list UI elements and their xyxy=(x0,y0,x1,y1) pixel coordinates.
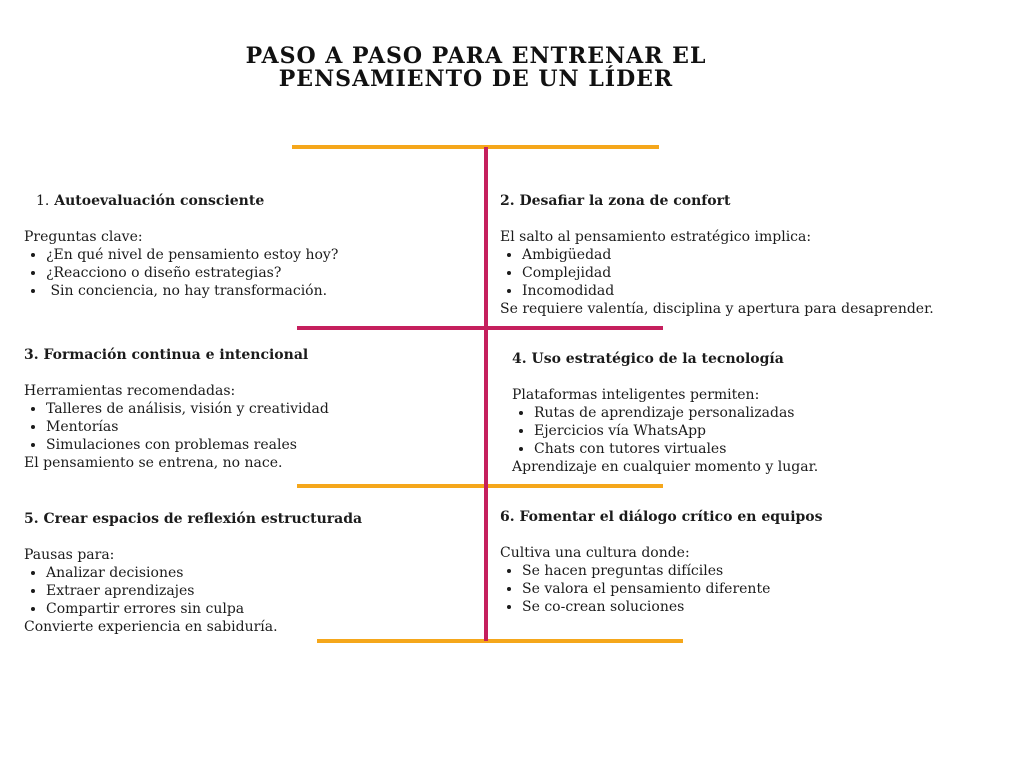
section-2 xyxy=(500,192,1000,318)
list-item: • ¿Reacciono o diseño estrategias? xyxy=(46,264,464,282)
list-item: • Se co-crean soluciones xyxy=(522,598,1000,616)
section-1-intro: Preguntas clave: xyxy=(24,229,143,245)
list-item: • Rutas de aprendizaje personalizadas xyxy=(534,404,1002,422)
section-4 xyxy=(512,350,1002,476)
section-1-title: Autoevaluación consciente xyxy=(54,193,265,209)
title-line-1: PASO A PASO PARA ENTRENAR EL xyxy=(245,43,707,69)
list-item: • Se hacen preguntas difíciles xyxy=(522,562,1000,580)
section-4-closing: Aprendizaje en cualquier momento y lugar. xyxy=(512,459,819,475)
section-2-closing: Se requiere valentía, disciplina y apertura para desaprender. xyxy=(500,301,934,317)
section-4-heading: 4. Uso estratégico de la tecnología xyxy=(512,351,784,367)
section-1-list xyxy=(24,246,464,300)
section-1-number: 1. xyxy=(36,193,50,209)
list-item: • Se valora el pensamiento diferente xyxy=(522,580,1000,598)
section-3-intro: Herramientas recomendadas: xyxy=(24,383,236,399)
title-line-2: PENSAMIENTO DE UN LÍDER xyxy=(278,66,674,92)
vertical-spine xyxy=(484,147,488,641)
section-3-closing: El pensamiento se entrena, no nace. xyxy=(24,455,283,471)
list-item: • ¿En qué nivel de pensamiento estoy hoy? xyxy=(46,246,464,264)
list-item: • Complejidad xyxy=(522,264,1000,282)
section-6 xyxy=(500,508,1000,616)
section-5-closing: Convierte experiencia en sabiduría. xyxy=(24,619,278,635)
section-3-list xyxy=(24,400,464,454)
section-5-intro: Pausas para: xyxy=(24,547,115,563)
section-6-intro: Cultiva una cultura donde: xyxy=(500,545,690,561)
section-3 xyxy=(24,346,464,472)
list-item: • Compartir errores sin culpa xyxy=(46,600,464,618)
list-item: • Sin conciencia, no hay transformación. xyxy=(46,282,464,300)
section-4-list xyxy=(512,404,1002,458)
list-item: • Incomodidad xyxy=(522,282,1000,300)
section-6-list xyxy=(500,562,1000,616)
section-4-intro: Plataformas inteligentes permiten: xyxy=(512,387,760,403)
section-1-heading xyxy=(24,192,464,210)
section-6-heading: 6. Fomentar el diálogo crítico en equipos xyxy=(500,509,823,525)
section-1 xyxy=(24,192,464,300)
section-2-intro: El salto al pensamiento estratégico implica: xyxy=(500,229,812,245)
page-title xyxy=(200,45,752,91)
divider-mid-lower xyxy=(297,484,663,488)
list-item: • Analizar decisiones xyxy=(46,564,464,582)
list-item: • Simulaciones con problemas reales xyxy=(46,436,464,454)
list-item: • Ambigüedad xyxy=(522,246,1000,264)
section-5-list xyxy=(24,564,464,618)
list-item: • Ejercicios vía WhatsApp xyxy=(534,422,1002,440)
list-item: • Chats con tutores virtuales xyxy=(534,440,1002,458)
section-3-heading: 3. Formación continua e intencional xyxy=(24,347,309,363)
section-2-heading: 2. Desafiar la zona de confort xyxy=(500,193,731,209)
section-5 xyxy=(24,510,464,636)
divider-top xyxy=(292,145,659,149)
section-2-list xyxy=(500,246,1000,300)
divider-bottom xyxy=(317,639,683,643)
list-item: • Extraer aprendizajes xyxy=(46,582,464,600)
section-5-heading: 5. Crear espacios de reflexión estructurada xyxy=(24,511,363,527)
list-item: • Talleres de análisis, visión y creatividad xyxy=(46,400,464,418)
list-item: • Mentorías xyxy=(46,418,464,436)
divider-mid-upper xyxy=(297,326,663,330)
